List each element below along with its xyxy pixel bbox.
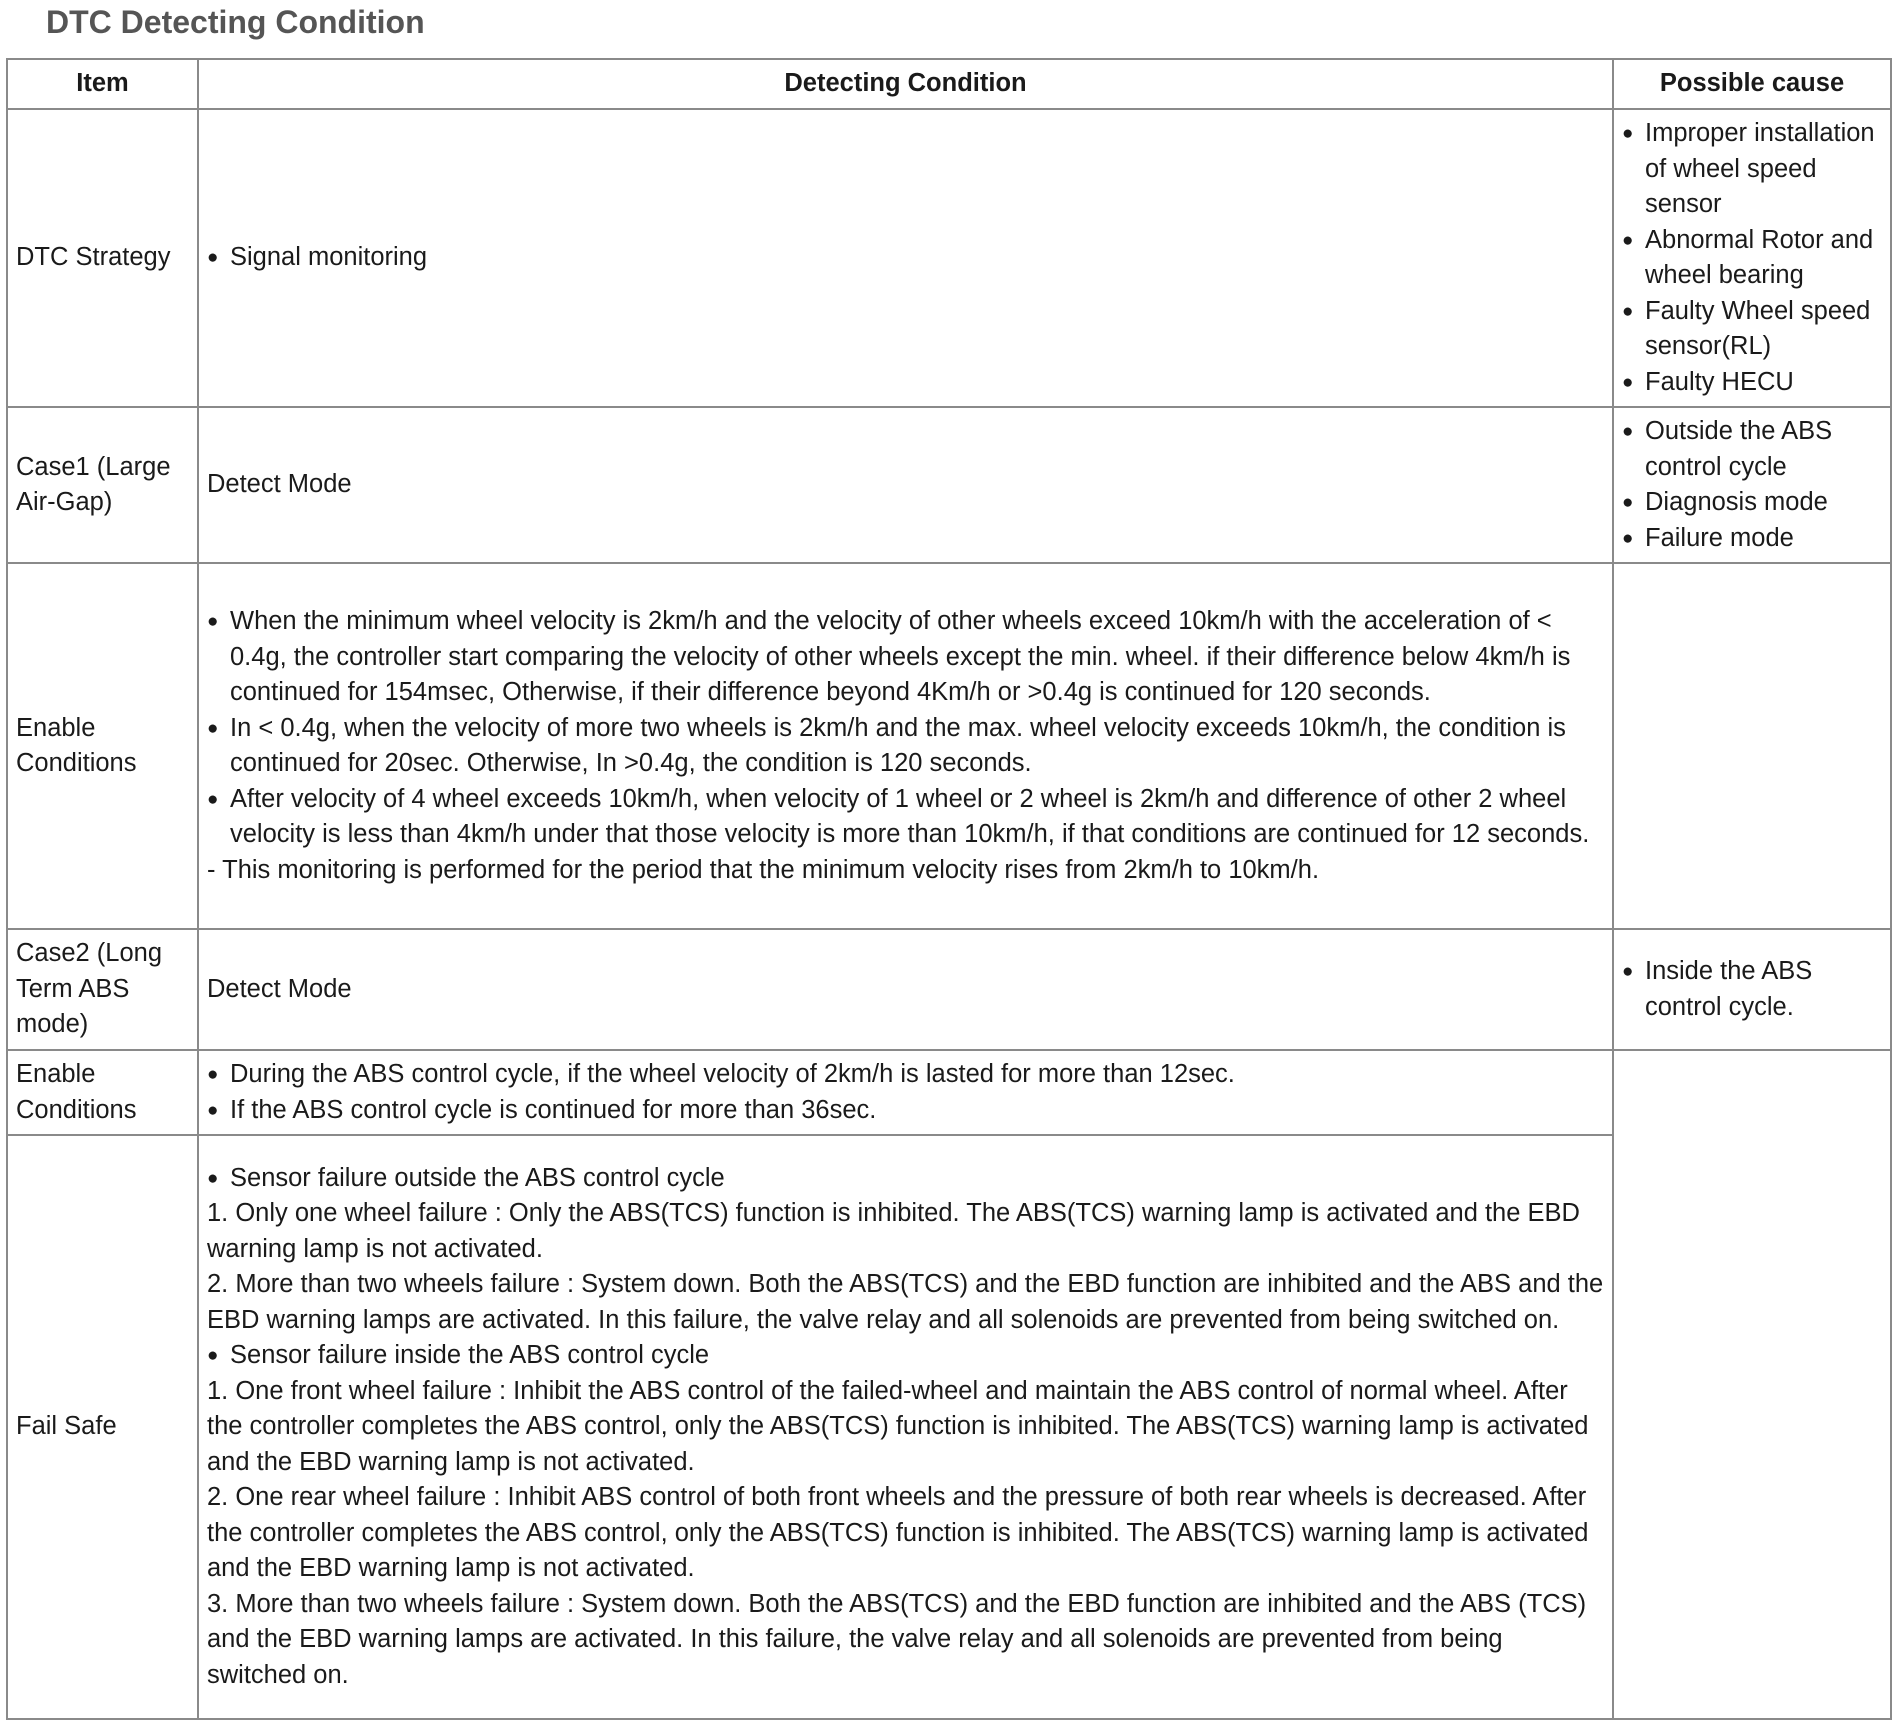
item-enable-conditions: Enable Conditions (7, 563, 198, 929)
cause-cell (1613, 407, 1891, 563)
cause-item: ● Failure mode (1622, 521, 1882, 557)
table-row (7, 1135, 1891, 1719)
item-case2: Case2 (Long Term ABS mode) (7, 929, 198, 1050)
condition-cell: Detect Mode (198, 407, 1613, 563)
header-item: Item (7, 59, 198, 109)
bullet-item: ● When the minimum wheel velocity is 2km/h and the velocity of other wheels exceed 10km/h with the acceleration of < 0.4g, the controller start comparing the velocity of other wheels except the min. wheel. if their difference below 4km/h is continued for 154msec, Otherwise, if their difference beyond 4Km/h or >0.4g is continued for 120 seconds. (207, 604, 1604, 711)
item-enable-conditions: Enable Conditions (7, 1050, 198, 1135)
table-row (7, 407, 1891, 563)
header-detecting-condition: Detecting Condition (198, 59, 1613, 109)
table-row (7, 929, 1891, 1050)
bullet-item: ● If the ABS control cycle is continued for more than 36sec. (207, 1093, 1604, 1129)
cause-item: ● Abnormal Rotor and wheel bearing (1622, 223, 1882, 294)
cause-item: ● Improper installation of wheel speed sensor (1622, 116, 1882, 223)
table-row (7, 563, 1891, 929)
condition-cell (198, 109, 1613, 407)
bullet-item: ● In < 0.4g, when the velocity of more two wheels is 2km/h and the max. wheel velocity exceeds 10km/h, the condition is continued for 20sec. Otherwise, In >0.4g, the condition is 120 seconds. (207, 711, 1604, 782)
cause-item: ● Diagnosis mode (1622, 485, 1882, 521)
condition-cell (198, 1135, 1613, 1719)
bullet-item: ● Signal monitoring (207, 240, 1604, 276)
item-fail-safe: Fail Safe (7, 1135, 198, 1719)
cause-cell (1613, 929, 1891, 1050)
header-row (7, 59, 1891, 109)
page-title: DTC Detecting Condition (46, 4, 425, 40)
list-item: 3. More than two wheels failure : System down. Both the ABS(TCS) and the EBD function are inhibited and the ABS (TCS) and the EBD warning lamps are activated. In this failure, the valve relay and all solenoids are prevented from being switched on. (207, 1589, 1587, 1689)
cause-item: ● Outside the ABS control cycle (1622, 414, 1882, 485)
condition-cell: Detect Mode (198, 929, 1613, 1050)
list-item: 2. More than two wheels failure : System down. Both the ABS(TCS) and the EBD function are inhibited and the ABS and the EBD warning lamps are activated. In this failure, the valve relay and all solenoids are prevented from being switched on. (207, 1270, 1604, 1334)
header-possible-cause: Possible cause (1613, 59, 1891, 109)
list-item: 1. Only one wheel failure : Only the ABS(TCS) function is inhibited. The ABS(TCS) warning lamp is activated and the EBD warning lamp is not activated. (207, 1199, 1580, 1263)
bullet-item: ● After velocity of 4 wheel exceeds 10km/h, when velocity of 1 wheel or 2 wheel is 2km/h and difference of other 2 wheel velocity is less than 4km/h under that those velocity is more than 10km/h, if that conditions are continued for 12 seconds. (207, 782, 1604, 853)
cause-item: ● Inside the ABS control cycle. (1622, 954, 1882, 1025)
bullet-item: ● During the ABS control cycle, if the wheel velocity of 2km/h is lasted for more than 12sec. (207, 1057, 1604, 1093)
list-item: 1. One front wheel failure : Inhibit the ABS control of the failed-wheel and maintain the ABS control of normal wheel. After the controller completes the ABS control, only the ABS(TCS) function is inhibited. The ABS(TCS) warning lamp is activated and the EBD warning lamp is not activated. (207, 1376, 1589, 1476)
cause-item: ● Faulty Wheel speed sensor(RL) (1622, 294, 1882, 365)
item-dtc-strategy: DTC Strategy (7, 109, 198, 407)
table-row (7, 109, 1891, 407)
condition-cell (198, 563, 1613, 929)
dtc-table (6, 58, 1892, 1720)
cause-cell-empty (1613, 1050, 1891, 1719)
item-case1: Case1 (Large Air-Gap) (7, 407, 198, 563)
table-row (7, 1050, 1891, 1135)
bullet-item: ● Sensor failure outside the ABS control cycle (207, 1161, 1604, 1197)
cause-cell-empty (1613, 563, 1891, 929)
condition-cell (198, 1050, 1613, 1135)
list-item: 2. One rear wheel failure : Inhibit ABS control of both front wheels and the pressure of both rear wheels is decreased. After the controller completes the ABS control, only the ABS(TCS) function is inhibited. The ABS(TCS) warning lamp is activated and the EBD warning lamp is not activated. (207, 1483, 1589, 1583)
note-text: - This monitoring is performed for the period that the minimum velocity rises from 2km/h to 10km/h. (207, 855, 1320, 884)
bullet-item: ● Sensor failure inside the ABS control cycle (207, 1338, 1604, 1374)
cause-item: ● Faulty HECU (1622, 365, 1882, 401)
cause-cell (1613, 109, 1891, 407)
